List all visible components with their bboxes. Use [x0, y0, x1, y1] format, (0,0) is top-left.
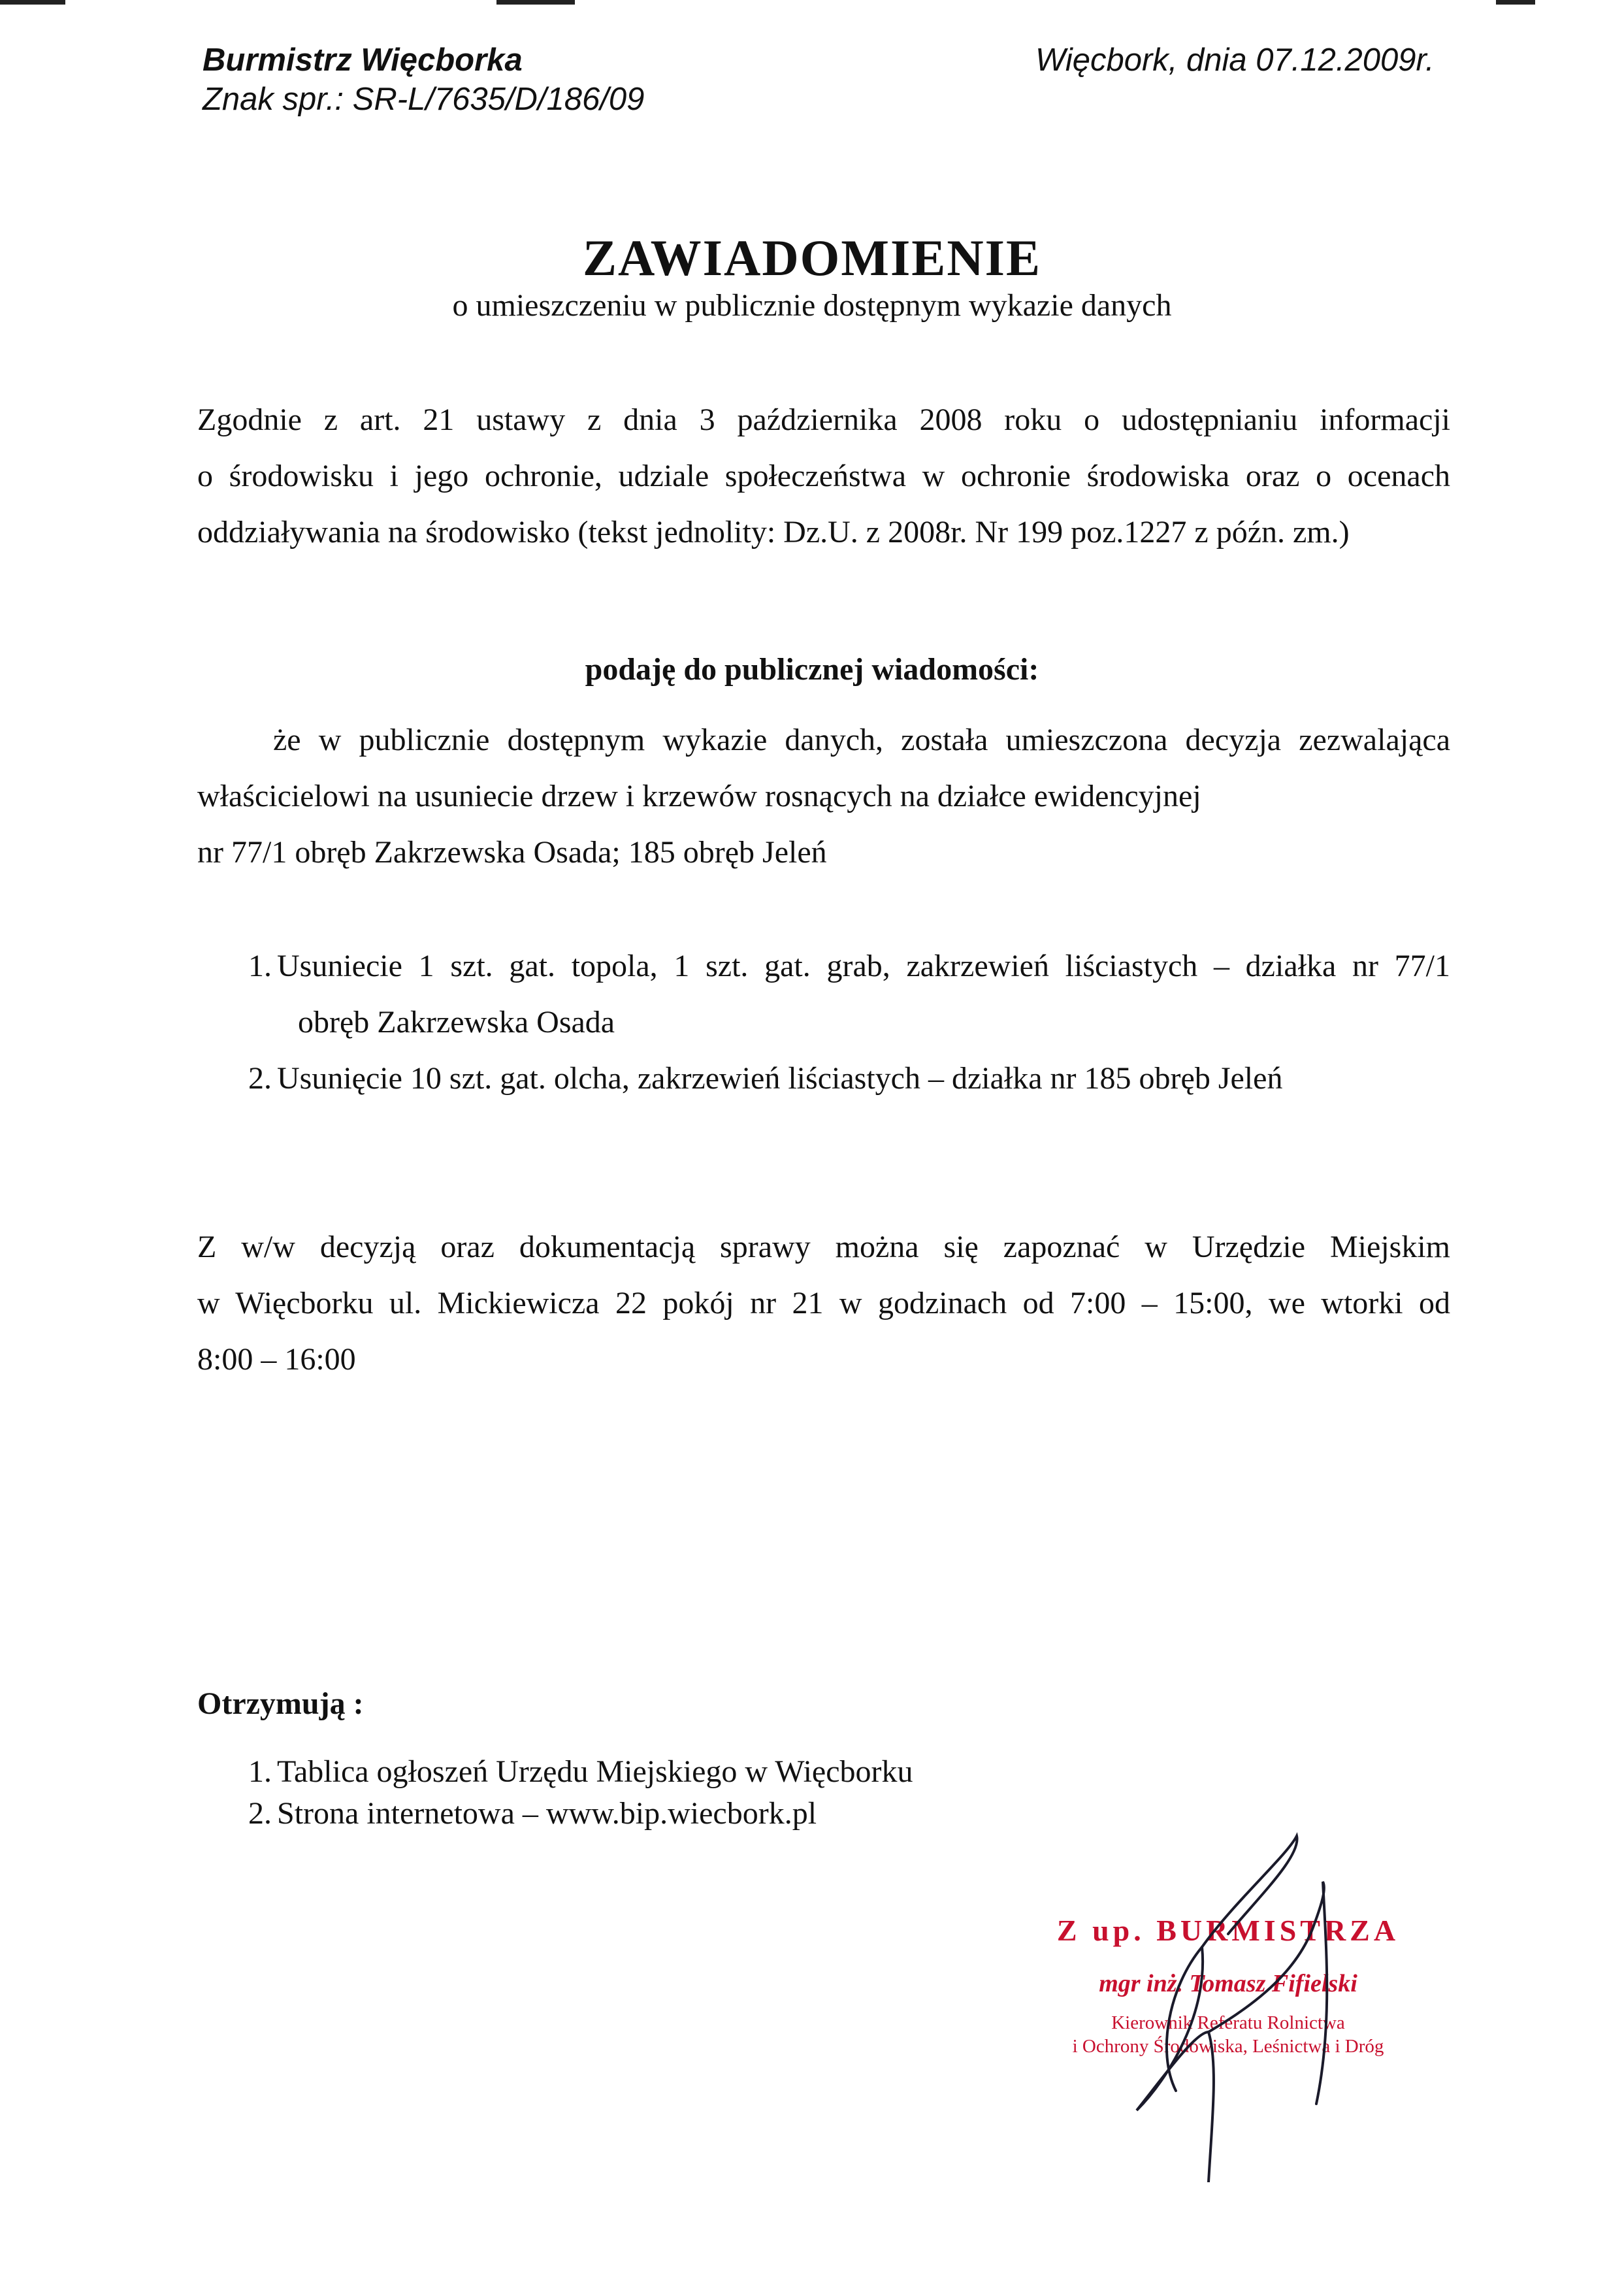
recipient-item — [248, 1793, 913, 1835]
scan-edge-right — [1496, 0, 1535, 5]
recipient-text: Tablica ogłoszeń Urzędu Miejskiego w Więcborku — [277, 1754, 913, 1789]
document-subtitle: o umieszczeniu w publicznie dostępnym wykazie danych — [452, 288, 1172, 323]
decision-item-2 — [248, 1051, 1450, 1107]
info-line: w Więcborku ul. Mickiewicza 22 pokój nr 21 w godzinach od 7:00 – 15:00, we wtorki od — [197, 1286, 1450, 1320]
info-paragraph — [197, 1219, 1450, 1388]
recipient-item — [248, 1751, 913, 1793]
item-number: 2. — [248, 1061, 272, 1096]
stamp-authority-line: Z up. BURMISTRZA — [1056, 1914, 1400, 1947]
recipient-number: 2. — [248, 1796, 272, 1831]
item-number: 1. — [248, 949, 272, 983]
item-text: Usunięcie 10 szt. gat. olcha, zakrzewień liściastych – działka nr 185 obręb Jeleń — [277, 1061, 1283, 1096]
decision-line: nr 77/1 obręb Zakrzewska Osada; 185 obręb Jeleń — [197, 835, 827, 870]
stamp-name-line: mgr inż. Tomasz Fifielski — [1099, 1970, 1357, 1997]
announcement-heading: podaję do publicznej wiadomości: — [585, 652, 1039, 687]
recipients-heading: Otrzymują : — [197, 1686, 364, 1721]
place-date: Więcbork, dnia 07.12.2009r. — [1035, 42, 1435, 78]
handwritten-signature — [1097, 1816, 1398, 2182]
legal-basis-line: oddziaływania na środowisko (tekst jednolity: Dz.U. z 2008r. Nr 199 poz.1227 z późn. zm.) — [197, 515, 1350, 549]
signature-stroke — [1137, 1947, 1214, 2182]
legal-basis-paragraph — [197, 392, 1450, 561]
recipient-text: Strona internetowa – www.bip.wiecbork.pl — [277, 1796, 817, 1831]
recipients-list — [248, 1751, 913, 1835]
document-title: ZAWIADOMIENIE — [582, 229, 1042, 286]
decision-line: właścicielowi na usuniecie drzew i krzewów rosnących na działce ewidencyjnej — [197, 779, 1201, 813]
item-text-continued: obręb Zakrzewska Osada — [298, 1005, 615, 1040]
stamp-position-line: Kierownik Referatu Rolnictwa — [1111, 2012, 1345, 2033]
authority-name: Burmistrz Więcborka — [203, 42, 523, 78]
info-line: Z w/w decyzją oraz dokumentacją sprawy można się zapoznać w Urzędzie Miejskim — [197, 1230, 1450, 1264]
legal-basis-line: o środowisku i jego ochronie, udziale społeczeństwa w ochronie środowiska oraz o ocenach — [197, 459, 1450, 493]
info-line: 8:00 – 16:00 — [197, 1342, 356, 1377]
case-reference: Znak spr.: SR-L/7635/D/186/09 — [203, 82, 645, 117]
signature-stroke — [1167, 1836, 1297, 2091]
decision-paragraph — [197, 712, 1450, 881]
item-text: Usuniecie 1 szt. gat. topola, 1 szt. gat. grab, zakrzewień liściastych – działka nr 77/1 — [277, 949, 1450, 983]
decision-line: że w publicznie dostępnym wykazie danych, została umieszczona decyzja zezwalająca — [273, 723, 1450, 757]
scan-edge-mid — [496, 0, 575, 5]
recipient-number: 1. — [248, 1754, 272, 1789]
decision-item-1 — [248, 938, 1450, 1051]
scan-edge-left — [0, 0, 65, 5]
stamp-department-line: i Ochrony Środowiska, Leśnictwa i Dróg — [1072, 2036, 1384, 2057]
legal-basis-line: Zgodnie z art. 21 ustawy z dnia 3 października 2008 roku o udostępnianiu informacji — [197, 402, 1450, 437]
